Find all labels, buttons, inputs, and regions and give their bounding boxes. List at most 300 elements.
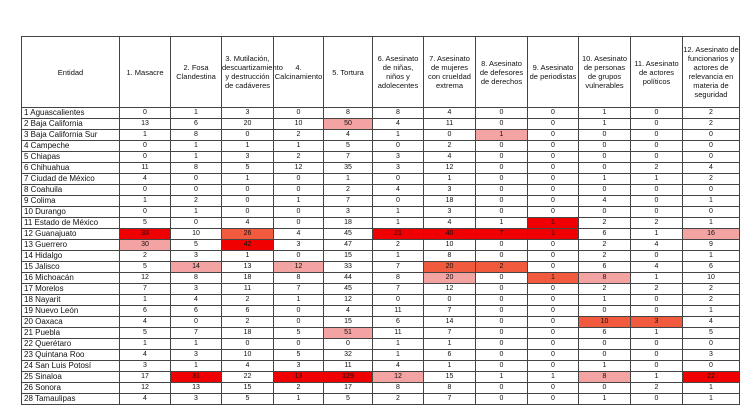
- value-cell: 10: [424, 240, 476, 251]
- value-cell: 4: [424, 108, 476, 119]
- value-cell: 0: [683, 141, 740, 152]
- col-header-asesinato-ninos: 6. Asesinato de niñas, niños y adolecentes: [373, 37, 424, 108]
- value-cell: 1: [324, 174, 373, 185]
- value-cell: 0: [528, 174, 579, 185]
- value-cell: 9: [683, 240, 740, 251]
- value-cell: 0: [631, 130, 683, 141]
- value-cell: 3: [171, 251, 222, 262]
- value-cell: 12: [324, 295, 373, 306]
- value-cell: 6: [222, 306, 274, 317]
- value-cell: 4: [274, 229, 324, 240]
- entidad-cell: 18 Nayarit: [22, 295, 120, 306]
- entidad-cell: 21 Puebla: [22, 328, 120, 339]
- value-cell: 6: [579, 229, 631, 240]
- value-cell: 1: [631, 273, 683, 284]
- value-cell: 0: [171, 185, 222, 196]
- table-row: [22, 251, 740, 262]
- violence-statistics-table: [21, 36, 740, 405]
- value-cell: 0: [528, 196, 579, 207]
- value-cell: 0: [528, 130, 579, 141]
- value-cell: 1: [683, 251, 740, 262]
- value-cell: 1: [120, 130, 171, 141]
- value-cell: 2: [120, 251, 171, 262]
- value-cell: 1: [120, 339, 171, 350]
- value-cell: 2: [274, 130, 324, 141]
- value-cell: 0: [528, 306, 579, 317]
- value-cell: 4: [683, 163, 740, 174]
- value-cell: 1: [631, 229, 683, 240]
- value-cell: 1: [683, 196, 740, 207]
- entidad-cell: 3 Baja California Sur: [22, 130, 120, 141]
- value-cell: 1: [373, 130, 424, 141]
- value-cell: 0: [274, 339, 324, 350]
- value-cell: 0: [373, 295, 424, 306]
- value-cell: 1: [476, 130, 528, 141]
- value-cell: 3: [683, 350, 740, 361]
- value-cell: 2: [222, 295, 274, 306]
- value-cell: 7: [424, 306, 476, 317]
- table-row: [22, 262, 740, 273]
- value-cell: 0: [683, 339, 740, 350]
- value-cell: 0: [476, 207, 528, 218]
- value-cell: 5: [683, 328, 740, 339]
- value-cell: 4: [324, 306, 373, 317]
- value-cell: 0: [579, 350, 631, 361]
- entidad-cell: 14 Hidalgo: [22, 251, 120, 262]
- entidad-cell: 19 Nuevo León: [22, 306, 120, 317]
- value-cell: 4: [683, 317, 740, 328]
- entidad-cell: 10 Durango: [22, 207, 120, 218]
- value-cell: 5: [324, 141, 373, 152]
- value-cell: 0: [476, 196, 528, 207]
- value-cell: 18: [222, 328, 274, 339]
- value-cell: 1: [528, 372, 579, 383]
- value-cell: 5: [274, 328, 324, 339]
- value-cell: 8: [424, 383, 476, 394]
- value-cell: 5: [324, 394, 373, 405]
- value-cell: 0: [631, 196, 683, 207]
- value-cell: 0: [476, 361, 528, 372]
- value-cell: 1: [171, 108, 222, 119]
- value-cell: 42: [222, 240, 274, 251]
- value-cell: 2: [373, 240, 424, 251]
- value-cell: 0: [274, 207, 324, 218]
- entidad-cell: 24 San Luis Potosí: [22, 361, 120, 372]
- value-cell: 12: [424, 163, 476, 174]
- value-cell: 47: [324, 240, 373, 251]
- value-cell: 0: [476, 295, 528, 306]
- value-cell: 2: [274, 152, 324, 163]
- value-cell: 0: [528, 328, 579, 339]
- value-cell: 0: [683, 185, 740, 196]
- value-cell: 13: [222, 262, 274, 273]
- value-cell: 1: [171, 152, 222, 163]
- value-cell: 0: [222, 185, 274, 196]
- value-cell: 6: [120, 306, 171, 317]
- entidad-cell: 2 Baja California: [22, 119, 120, 130]
- value-cell: 15: [424, 372, 476, 383]
- col-header-calcinamiento: 4. Calcinamiento: [274, 37, 324, 108]
- value-cell: 0: [528, 185, 579, 196]
- value-cell: 0: [373, 174, 424, 185]
- value-cell: 13: [120, 119, 171, 130]
- value-cell: 11: [373, 328, 424, 339]
- value-cell: 2: [683, 119, 740, 130]
- value-cell: 0: [631, 185, 683, 196]
- value-cell: 11: [373, 306, 424, 317]
- value-cell: 3: [120, 361, 171, 372]
- value-cell: 1: [373, 350, 424, 361]
- value-cell: 7: [373, 284, 424, 295]
- value-cell: 1: [373, 251, 424, 262]
- value-cell: 0: [579, 339, 631, 350]
- value-cell: 0: [373, 196, 424, 207]
- value-cell: 8: [171, 273, 222, 284]
- value-cell: 3: [373, 152, 424, 163]
- entidad-cell: 1 Aguascalientes: [22, 108, 120, 119]
- value-cell: 32: [324, 350, 373, 361]
- entidad-cell: 4 Campeche: [22, 141, 120, 152]
- value-cell: 3: [171, 394, 222, 405]
- value-cell: 1: [528, 273, 579, 284]
- value-cell: 4: [222, 361, 274, 372]
- col-header-mutilacion: 3. Mutilación, descuartizamiento y destrucción de cadáveres: [222, 37, 274, 108]
- value-cell: 1: [120, 196, 171, 207]
- value-cell: 1: [222, 141, 274, 152]
- table-row: [22, 130, 740, 141]
- value-cell: 0: [631, 108, 683, 119]
- value-cell: 2: [476, 262, 528, 273]
- value-cell: 0: [528, 394, 579, 405]
- value-cell: 0: [120, 152, 171, 163]
- table-row: [22, 119, 740, 130]
- value-cell: 0: [476, 240, 528, 251]
- value-cell: 0: [222, 196, 274, 207]
- value-cell: 0: [476, 394, 528, 405]
- value-cell: 5: [120, 328, 171, 339]
- value-cell: 0: [579, 185, 631, 196]
- value-cell: 1: [222, 174, 274, 185]
- value-cell: 0: [528, 339, 579, 350]
- value-cell: 15: [324, 317, 373, 328]
- value-cell: 33: [120, 229, 171, 240]
- value-cell: 0: [528, 284, 579, 295]
- value-cell: 1: [274, 141, 324, 152]
- value-cell: 0: [528, 108, 579, 119]
- value-cell: 1: [120, 295, 171, 306]
- entidad-cell: 20 Oaxaca: [22, 317, 120, 328]
- value-cell: 0: [476, 339, 528, 350]
- value-cell: 10: [171, 229, 222, 240]
- value-cell: 11: [324, 361, 373, 372]
- value-cell: 0: [476, 317, 528, 328]
- table-body: [22, 108, 740, 405]
- entidad-cell: 12 Guanajuato: [22, 229, 120, 240]
- value-cell: 0: [528, 251, 579, 262]
- value-cell: 0: [579, 383, 631, 394]
- value-cell: 6: [171, 119, 222, 130]
- value-cell: 1: [683, 218, 740, 229]
- entidad-cell: 28 Tamaulipas: [22, 394, 120, 405]
- value-cell: 0: [476, 119, 528, 130]
- value-cell: 0: [528, 240, 579, 251]
- value-cell: 4: [373, 119, 424, 130]
- value-cell: 0: [274, 108, 324, 119]
- value-cell: 4: [120, 394, 171, 405]
- table-row: [22, 174, 740, 185]
- value-cell: 0: [579, 306, 631, 317]
- entidad-cell: 16 Michoacán: [22, 273, 120, 284]
- entidad-cell: 26 Sonora: [22, 383, 120, 394]
- value-cell: 2: [683, 174, 740, 185]
- value-cell: 2: [373, 394, 424, 405]
- value-cell: 10: [274, 119, 324, 130]
- table-row: [22, 383, 740, 394]
- value-cell: 2: [579, 251, 631, 262]
- table-row: [22, 141, 740, 152]
- value-cell: 1: [579, 119, 631, 130]
- col-header-asesinato-mujeres: 7. Asesinato de mujeres con crueldad extrema: [424, 37, 476, 108]
- table-row: [22, 218, 740, 229]
- value-cell: 2: [683, 108, 740, 119]
- value-cell: 0: [476, 152, 528, 163]
- value-cell: 15: [324, 251, 373, 262]
- value-cell: 22: [683, 372, 740, 383]
- value-cell: 0: [274, 218, 324, 229]
- entidad-cell: 11 Estado de México: [22, 218, 120, 229]
- value-cell: 0: [528, 383, 579, 394]
- value-cell: 8: [579, 372, 631, 383]
- table-row: [22, 108, 740, 119]
- value-cell: 0: [274, 174, 324, 185]
- value-cell: 17: [120, 372, 171, 383]
- value-cell: 2: [631, 163, 683, 174]
- value-cell: 10: [579, 317, 631, 328]
- value-cell: 0: [528, 141, 579, 152]
- value-cell: 3: [274, 240, 324, 251]
- value-cell: 4: [120, 350, 171, 361]
- col-header-tortura: 5. Tortura: [324, 37, 373, 108]
- value-cell: 3: [171, 350, 222, 361]
- col-header-asesinato-vulnerables: 10. Asesinato de personas de grupos vulnerables: [579, 37, 631, 108]
- value-cell: 1: [579, 108, 631, 119]
- entidad-cell: 7 Ciudad de México: [22, 174, 120, 185]
- value-cell: 0: [120, 207, 171, 218]
- value-cell: 0: [274, 306, 324, 317]
- value-cell: 3: [631, 317, 683, 328]
- table-row: [22, 350, 740, 361]
- value-cell: 1: [631, 372, 683, 383]
- value-cell: 2: [683, 284, 740, 295]
- value-cell: 0: [476, 185, 528, 196]
- value-cell: 5: [274, 350, 324, 361]
- value-cell: 0: [120, 141, 171, 152]
- value-cell: 0: [528, 317, 579, 328]
- value-cell: 0: [476, 251, 528, 262]
- value-cell: 12: [274, 163, 324, 174]
- value-cell: 0: [274, 251, 324, 262]
- value-cell: 1: [579, 174, 631, 185]
- col-header-fosa-clandestina: 2. Fosa Clandestina: [171, 37, 222, 108]
- value-cell: 7: [274, 284, 324, 295]
- value-cell: 129: [324, 372, 373, 383]
- value-cell: 7: [424, 394, 476, 405]
- col-header-asesinato-defensores: 8. Asesinato de defesores de derechos: [476, 37, 528, 108]
- value-cell: 5: [222, 163, 274, 174]
- value-cell: 11: [424, 119, 476, 130]
- value-cell: 0: [424, 295, 476, 306]
- value-cell: 6: [171, 306, 222, 317]
- value-cell: 1: [683, 394, 740, 405]
- value-cell: 1: [373, 339, 424, 350]
- value-cell: 0: [683, 361, 740, 372]
- value-cell: 8: [171, 163, 222, 174]
- value-cell: 0: [324, 339, 373, 350]
- table-container: [21, 36, 740, 405]
- entidad-cell: 22 Querétaro: [22, 339, 120, 350]
- value-cell: 0: [631, 207, 683, 218]
- value-cell: 33: [324, 262, 373, 273]
- value-cell: 8: [579, 273, 631, 284]
- entidad-cell: 8 Coahuila: [22, 185, 120, 196]
- value-cell: 2: [631, 218, 683, 229]
- value-cell: 0: [631, 339, 683, 350]
- value-cell: 1: [171, 141, 222, 152]
- value-cell: 35: [324, 163, 373, 174]
- value-cell: 7: [120, 284, 171, 295]
- value-cell: 12: [120, 273, 171, 284]
- value-cell: 1: [631, 328, 683, 339]
- value-cell: 30: [120, 240, 171, 251]
- value-cell: 0: [222, 130, 274, 141]
- value-cell: 0: [579, 207, 631, 218]
- value-cell: 0: [528, 152, 579, 163]
- table-row: [22, 317, 740, 328]
- value-cell: 21: [373, 229, 424, 240]
- col-header-masacre: 1. Masacre: [120, 37, 171, 108]
- value-cell: 4: [631, 262, 683, 273]
- value-cell: 8: [373, 383, 424, 394]
- value-cell: 1: [631, 174, 683, 185]
- value-cell: 51: [324, 328, 373, 339]
- value-cell: 4: [373, 185, 424, 196]
- value-cell: 4: [373, 361, 424, 372]
- value-cell: 7: [324, 152, 373, 163]
- value-cell: 4: [222, 218, 274, 229]
- value-cell: 0: [631, 251, 683, 262]
- entidad-cell: 9 Colima: [22, 196, 120, 207]
- table-row: [22, 240, 740, 251]
- entidad-cell: 6 Chihuahua: [22, 163, 120, 174]
- value-cell: 0: [579, 141, 631, 152]
- value-cell: 4: [120, 317, 171, 328]
- value-cell: 0: [171, 317, 222, 328]
- value-cell: 45: [324, 284, 373, 295]
- value-cell: 10: [683, 273, 740, 284]
- value-cell: 40: [424, 229, 476, 240]
- value-cell: 0: [171, 174, 222, 185]
- value-cell: 2: [579, 284, 631, 295]
- value-cell: 5: [120, 262, 171, 273]
- value-cell: 0: [579, 163, 631, 174]
- value-cell: 0: [631, 295, 683, 306]
- value-cell: 8: [324, 108, 373, 119]
- entidad-cell: 25 Sinaloa: [22, 372, 120, 383]
- col-header-asesinato-funcionarios: 12. Asesinato de funcionarios y actores de relevancia en materia de seguridad: [683, 37, 740, 108]
- table-row: [22, 361, 740, 372]
- value-cell: 0: [631, 141, 683, 152]
- table-row: [22, 394, 740, 405]
- value-cell: 0: [683, 152, 740, 163]
- value-cell: 20: [222, 119, 274, 130]
- value-cell: 0: [476, 383, 528, 394]
- col-header-asesinato-periodistas: 9. Asesinato de periodistas: [528, 37, 579, 108]
- value-cell: 0: [476, 306, 528, 317]
- value-cell: 6: [579, 328, 631, 339]
- value-cell: 0: [476, 108, 528, 119]
- value-cell: 0: [274, 185, 324, 196]
- value-cell: 1: [424, 339, 476, 350]
- value-cell: 11: [222, 284, 274, 295]
- value-cell: 0: [528, 262, 579, 273]
- table-row: [22, 163, 740, 174]
- value-cell: 1: [528, 218, 579, 229]
- value-cell: 1: [274, 196, 324, 207]
- value-cell: 0: [631, 394, 683, 405]
- table-row: [22, 295, 740, 306]
- value-cell: 14: [171, 262, 222, 273]
- value-cell: 5: [120, 218, 171, 229]
- value-cell: 1: [683, 306, 740, 317]
- value-cell: 1: [424, 361, 476, 372]
- value-cell: 1: [373, 207, 424, 218]
- table-row: [22, 339, 740, 350]
- value-cell: 0: [631, 350, 683, 361]
- value-cell: 3: [424, 207, 476, 218]
- value-cell: 3: [222, 108, 274, 119]
- value-cell: 7: [373, 262, 424, 273]
- entidad-cell: 23 Quintana Roo: [22, 350, 120, 361]
- value-cell: 0: [528, 207, 579, 218]
- value-cell: 0: [528, 361, 579, 372]
- table-row: [22, 328, 740, 339]
- value-cell: 17: [324, 383, 373, 394]
- value-cell: 20: [424, 273, 476, 284]
- value-cell: 1: [373, 218, 424, 229]
- value-cell: 5: [171, 240, 222, 251]
- value-cell: 0: [476, 350, 528, 361]
- value-cell: 12: [120, 383, 171, 394]
- value-cell: 4: [579, 196, 631, 207]
- value-cell: 12: [274, 262, 324, 273]
- value-cell: 3: [424, 185, 476, 196]
- value-cell: 14: [424, 317, 476, 328]
- value-cell: 0: [683, 207, 740, 218]
- value-cell: 6: [683, 262, 740, 273]
- value-cell: 0: [476, 273, 528, 284]
- value-cell: 18: [222, 273, 274, 284]
- table-row: [22, 229, 740, 240]
- value-cell: 4: [424, 218, 476, 229]
- value-cell: 2: [579, 218, 631, 229]
- value-cell: 2: [631, 284, 683, 295]
- value-cell: 7: [476, 229, 528, 240]
- value-cell: 10: [222, 350, 274, 361]
- value-cell: 31: [171, 372, 222, 383]
- value-cell: 45: [324, 229, 373, 240]
- value-cell: 0: [631, 361, 683, 372]
- value-cell: 0: [476, 328, 528, 339]
